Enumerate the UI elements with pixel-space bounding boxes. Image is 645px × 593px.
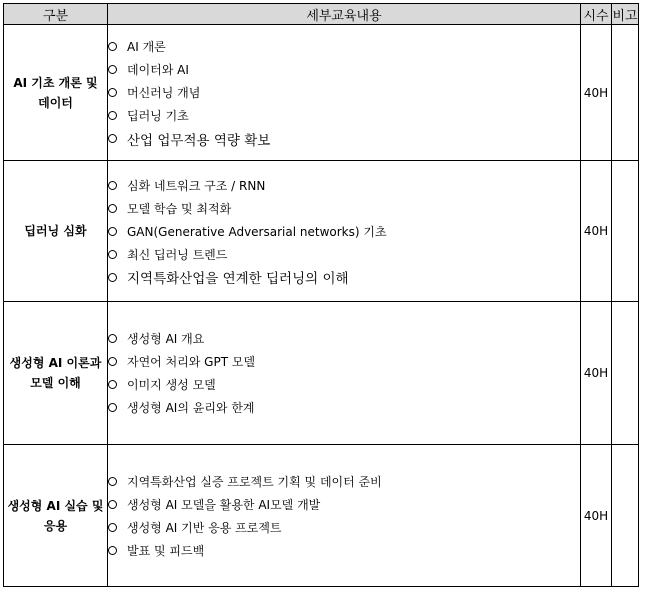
- table-row: [4, 302, 639, 445]
- circle-bullet-icon: [108, 42, 117, 51]
- list-item: 데이터와 AI: [108, 58, 580, 81]
- list-item: 생성형 AI의 윤리와 한계: [108, 396, 580, 419]
- category-cell: 생성형 AI 실습 및 응용: [4, 445, 108, 587]
- table-header-row: [4, 4, 639, 25]
- list-item: 모델 학습 및 최적화: [108, 197, 580, 220]
- circle-bullet-icon: [108, 477, 117, 486]
- content-list: [108, 174, 580, 289]
- circle-bullet-icon: [108, 65, 117, 74]
- note-cell: [612, 161, 639, 302]
- category-cell: 딥러닝 심화: [4, 161, 108, 302]
- content-cell: [108, 445, 581, 587]
- circle-bullet-icon: [108, 250, 117, 259]
- content-list: [108, 327, 580, 419]
- curriculum-table: [3, 3, 639, 587]
- header-note: 비고: [612, 4, 639, 25]
- circle-bullet-icon: [108, 227, 117, 236]
- header-content: 세부교육내용: [108, 4, 581, 25]
- list-item: 머신러닝 개념: [108, 81, 580, 104]
- content-cell: [108, 25, 581, 161]
- list-item: 생성형 AI 개요: [108, 327, 580, 350]
- list-item: 생성형 AI 기반 응용 프로젝트: [108, 516, 580, 539]
- header-hours: 시수: [581, 4, 612, 25]
- list-item: 생성형 AI 모델을 활용한 AI모델 개발: [108, 493, 580, 516]
- list-item: 딥러닝 기초: [108, 104, 580, 127]
- content-list: [108, 470, 580, 562]
- hours-cell: 40H: [581, 25, 612, 161]
- hours-cell: 40H: [581, 161, 612, 302]
- table-row: [4, 25, 639, 161]
- table-row: [4, 161, 639, 302]
- list-item: 이미지 생성 모델: [108, 373, 580, 396]
- list-item: 심화 네트워크 구조 / RNN: [108, 174, 580, 197]
- list-item: AI 개론: [108, 35, 580, 58]
- circle-bullet-icon: [108, 111, 117, 120]
- circle-bullet-icon: [108, 357, 117, 366]
- circle-bullet-icon: [108, 546, 117, 555]
- header-category: 구분: [4, 4, 108, 25]
- list-item: 자연어 처리와 GPT 모델: [108, 350, 580, 373]
- circle-bullet-icon: [108, 134, 117, 143]
- list-item: 지역특화산업을 연계한 딥러닝의 이해: [108, 266, 580, 289]
- hours-cell: 40H: [581, 302, 612, 445]
- note-cell: [612, 445, 639, 587]
- note-cell: [612, 25, 639, 161]
- circle-bullet-icon: [108, 523, 117, 532]
- list-item: GAN(Generative Adversarial networks) 기초: [108, 220, 580, 243]
- table-row: [4, 445, 639, 587]
- note-cell: [612, 302, 639, 445]
- hours-cell: 40H: [581, 445, 612, 587]
- category-cell: AI 기초 개론 및 데이터: [4, 25, 108, 161]
- content-cell: [108, 302, 581, 445]
- category-cell: 생성형 AI 이론과 모델 이해: [4, 302, 108, 445]
- list-item: 산업 업무적용 역량 확보: [108, 127, 580, 150]
- circle-bullet-icon: [108, 181, 117, 190]
- circle-bullet-icon: [108, 380, 117, 389]
- circle-bullet-icon: [108, 273, 117, 282]
- circle-bullet-icon: [108, 500, 117, 509]
- circle-bullet-icon: [108, 403, 117, 412]
- content-cell: [108, 161, 581, 302]
- circle-bullet-icon: [108, 88, 117, 97]
- list-item: 지역특화산업 실증 프로젝트 기획 및 데이터 준비: [108, 470, 580, 493]
- list-item: 최신 딥러닝 트렌드: [108, 243, 580, 266]
- circle-bullet-icon: [108, 334, 117, 343]
- circle-bullet-icon: [108, 204, 117, 213]
- content-list: [108, 35, 580, 150]
- list-item: 발표 및 피드백: [108, 539, 580, 562]
